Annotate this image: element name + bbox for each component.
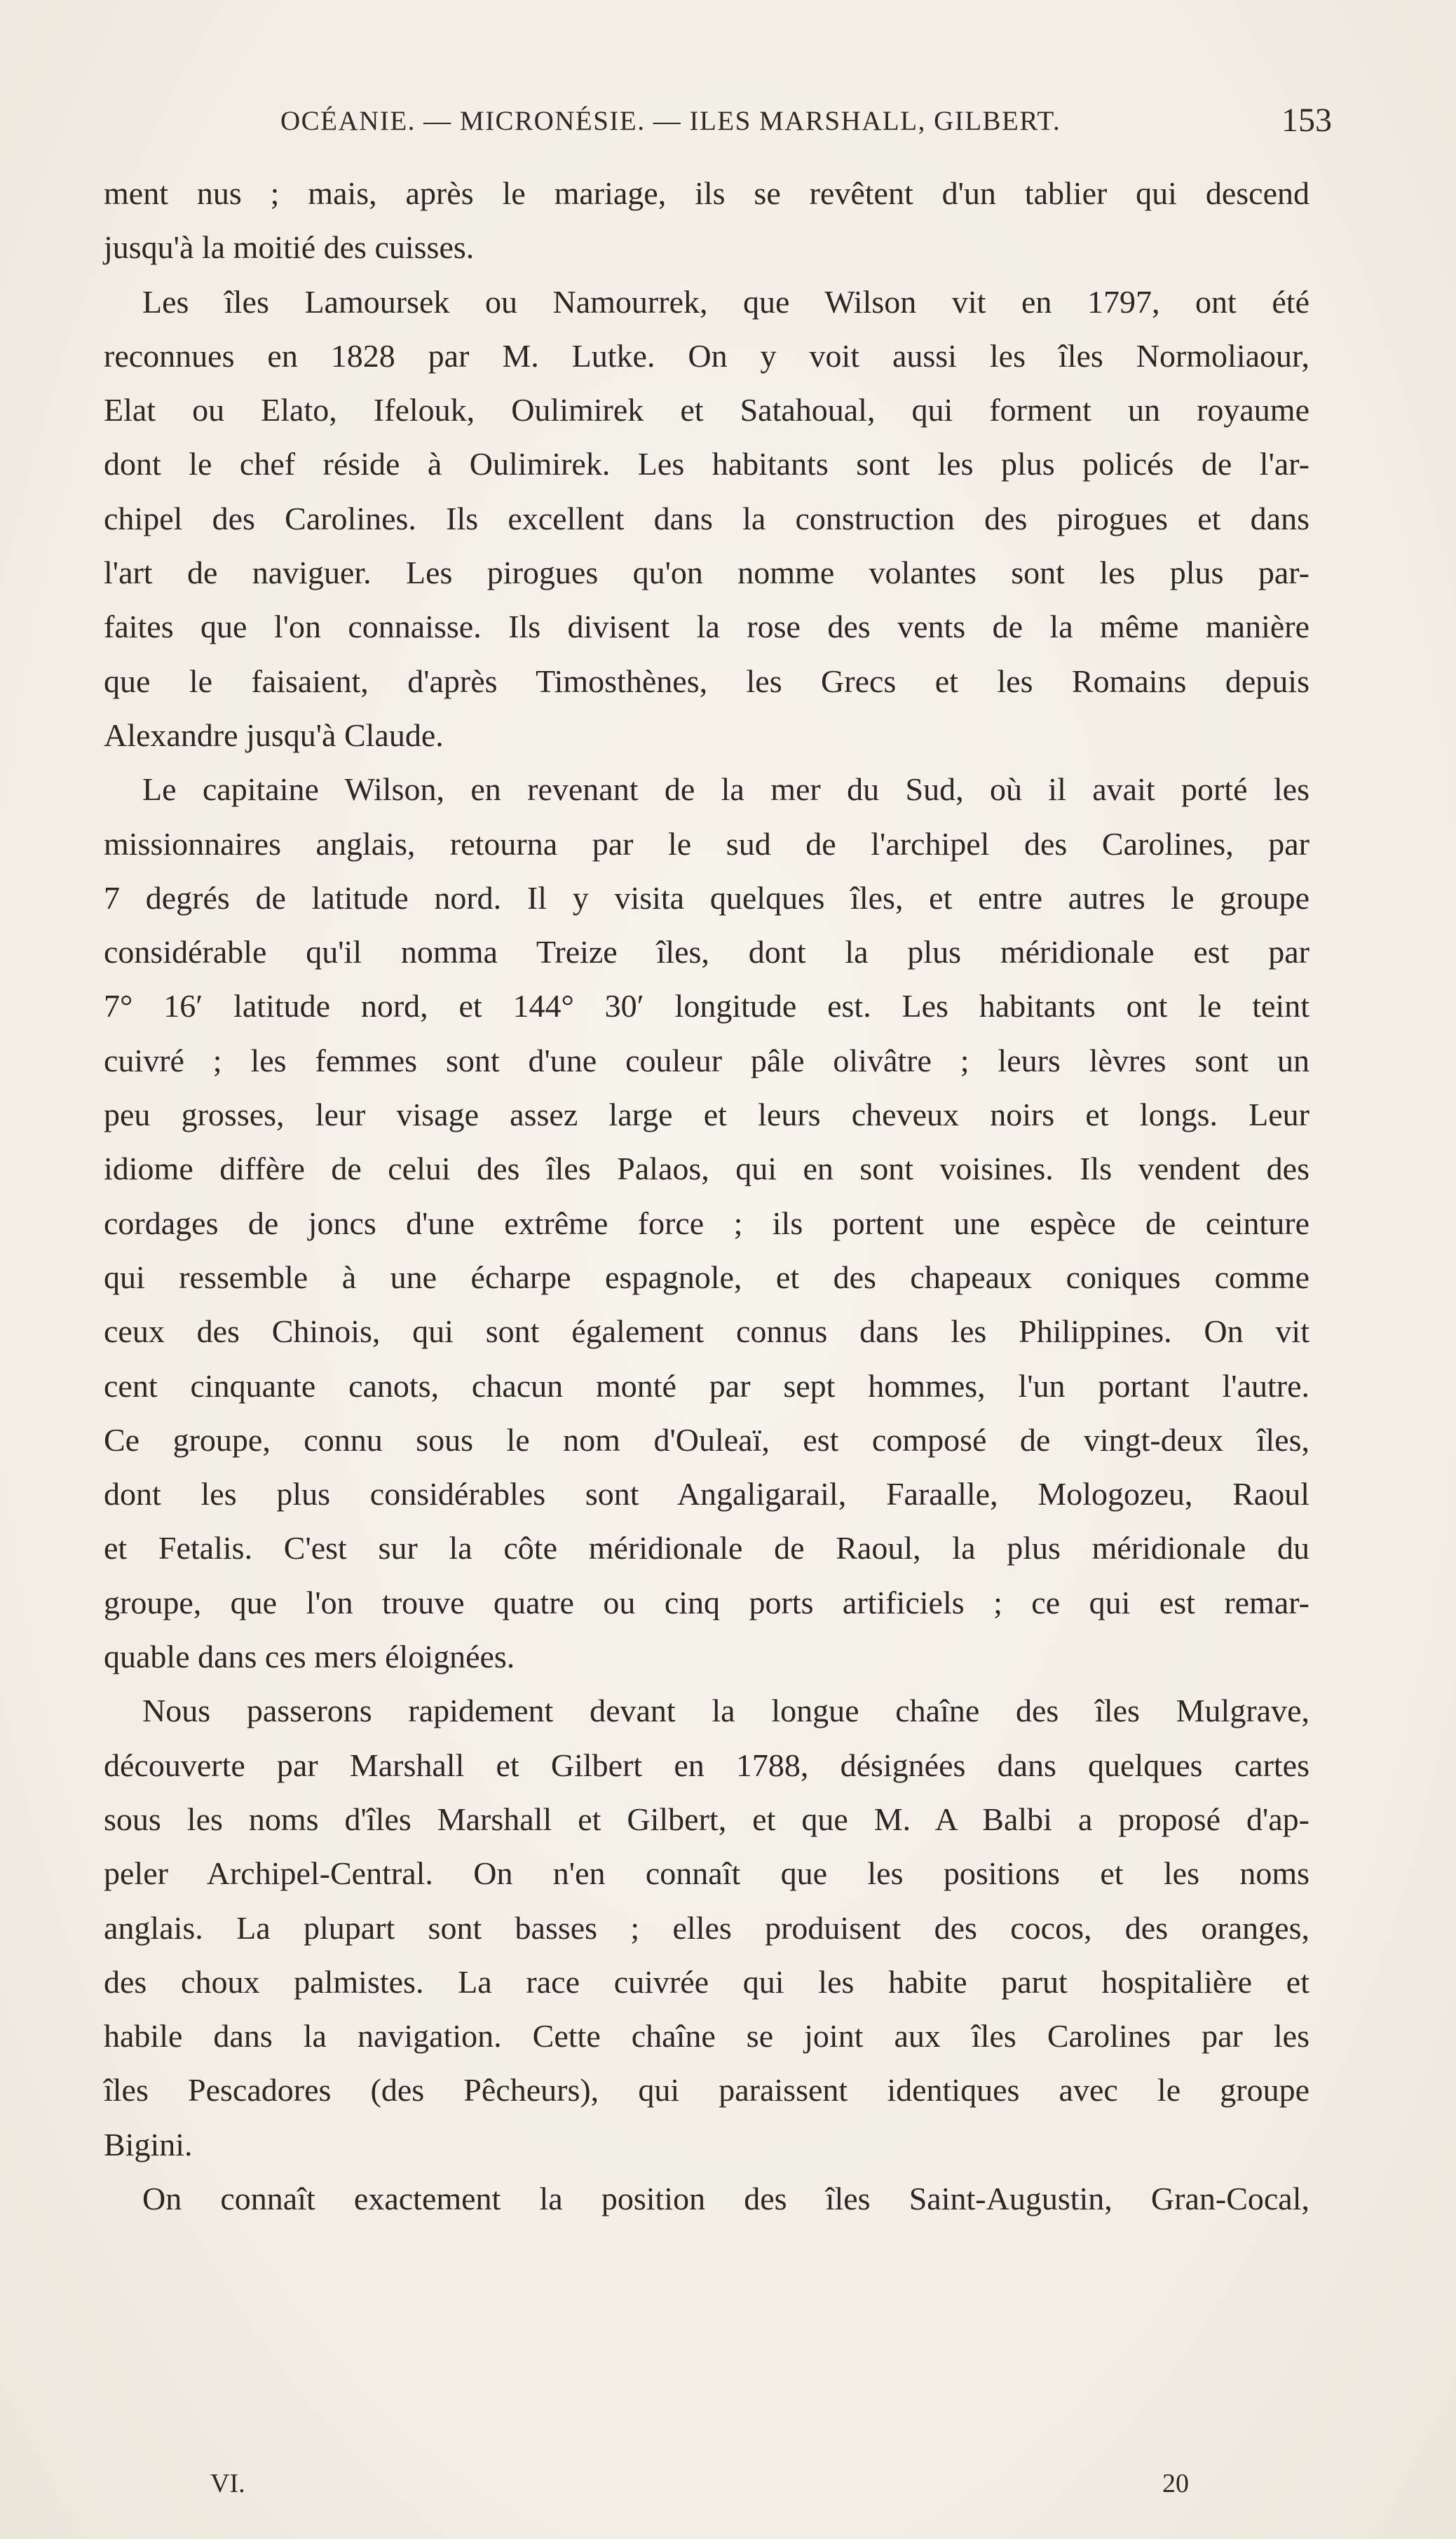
text-line: chipel des Carolines. Ils excellent dans la construction des pirogues et dans <box>104 500 1309 536</box>
text-line: considérable qu'il nomma Treize îles, dont la plus méridionale est par <box>104 934 1309 970</box>
text-line: dont le chef réside à Oulimirek. Les habitants sont les plus policés de l'ar- <box>104 446 1309 482</box>
page-footer <box>0 2468 1456 2510</box>
text-line: Le capitaine Wilson, en revenant de la mer du Sud, où il avait porté les <box>142 771 1309 808</box>
body-text <box>104 166 1309 2226</box>
text-line: anglais. La plupart sont basses ; elles produisent des cocos, des oranges, <box>104 1909 1309 1946</box>
text-line: 7° 16′ latitude nord, et 144° 30′ longitude est. Les habitants ont le teint <box>104 988 1309 1024</box>
text-line: 7 degrés de latitude nord. Il y visita quelques îles, et entre autres le groupe <box>104 879 1309 916</box>
text-line: peu grosses, leur visage assez large et leurs cheveux noirs et longs. Leur <box>104 1097 1309 1133</box>
text-line: quable dans ces mers éloignées. <box>104 1639 515 1675</box>
page-header <box>280 102 1332 154</box>
text-line: groupe, que l'on trouve quatre ou cinq ports artificiels ; ce qui est remar- <box>104 1584 1309 1620</box>
text-line: ment nus ; mais, après le mariage, ils se revêtent d'un tablier qui descend <box>104 175 1309 211</box>
text-line: Elat ou Elato, Ifelouk, Oulimirek et Satahoual, qui forment un royaume <box>104 392 1309 428</box>
text-line: et Fetalis. C'est sur la côte méridionale de Raoul, la plus méridionale du <box>104 1530 1309 1566</box>
text-line: que le faisaient, d'après Timosthènes, les Grecs et les Romains depuis <box>104 663 1309 699</box>
text-line: faites que l'on connaisse. Ils divisent la rose des vents de la même manière <box>104 609 1309 645</box>
sheet-number: 20 <box>1162 2469 1189 2498</box>
text-line: cuivré ; les femmes sont d'une couleur pâle olivâtre ; leurs lèvres sont un <box>104 1042 1309 1078</box>
text-line: Bigini. <box>104 2126 193 2162</box>
text-line: Alexandre jusqu'à Claude. <box>104 717 444 753</box>
text-line: qui ressemble à une écharpe espagnole, et des chapeaux coniques comme <box>104 1259 1309 1295</box>
text-line: Les îles Lamoursek ou Namourrek, que Wilson vit en 1797, ont été <box>142 283 1309 320</box>
volume-signature: VI. <box>210 2469 245 2498</box>
text-line: jusqu'à la moitié des cuisses. <box>104 229 475 266</box>
text-line: Nous passerons rapidement devant la longue chaîne des îles Mulgrave, <box>142 1693 1309 1729</box>
text-line: îles Pescadores (des Pêcheurs), qui paraissent identiques avec le groupe <box>104 2072 1309 2108</box>
text-line: On connaît exactement la position des îles Saint-Augustin, Gran-Cocal, <box>142 2180 1309 2216</box>
text-line: missionnaires anglais, retourna par le sud de l'archipel des Carolines, par <box>104 825 1309 862</box>
text-line: peler Archipel-Central. On n'en connaît que les positions et les noms <box>104 1855 1309 1892</box>
text-line: cordages de joncs d'une extrême force ; ils portent une espèce de ceinture <box>104 1205 1309 1241</box>
text-line: des choux palmistes. La race cuivrée qui les habite parut hospitalière et <box>104 1963 1309 2000</box>
text-line: ceux des Chinois, qui sont également connus dans les Philippines. On vit <box>104 1313 1309 1350</box>
text-line: l'art de naviguer. Les pirogues qu'on nomme volantes sont les plus par- <box>104 555 1309 591</box>
text-line: habile dans la navigation. Cette chaîne se joint aux îles Carolines par les <box>104 2018 1309 2054</box>
text-line: sous les noms d'îles Marshall et Gilbert, et que M. A Balbi a proposé d'ap- <box>104 1801 1309 1837</box>
text-line: idiome diffère de celui des îles Palaos, qui en sont voisines. Ils vendent des <box>104 1151 1309 1187</box>
text-line: reconnues en 1828 par M. Lutke. On y voit aussi les îles Normoliaour, <box>104 337 1309 374</box>
text-line: cent cinquante canots, chacun monté par sept hommes, l'un portant l'autre. <box>104 1367 1309 1404</box>
text-line: Ce groupe, connu sous le nom d'Ouleaï, est composé de vingt-deux îles, <box>104 1421 1309 1458</box>
page-number: 153 <box>1281 102 1332 139</box>
running-head: OCÉANIE. — MICRONÉSIE. — ILES MARSHALL, GILBERT. <box>280 106 1061 136</box>
text-line: dont les plus considérables sont Angaligarail, Faraalle, Mologozeu, Raoul <box>104 1476 1309 1512</box>
text-line: découverte par Marshall et Gilbert en 1788, désignées dans quelques cartes <box>104 1747 1309 1783</box>
